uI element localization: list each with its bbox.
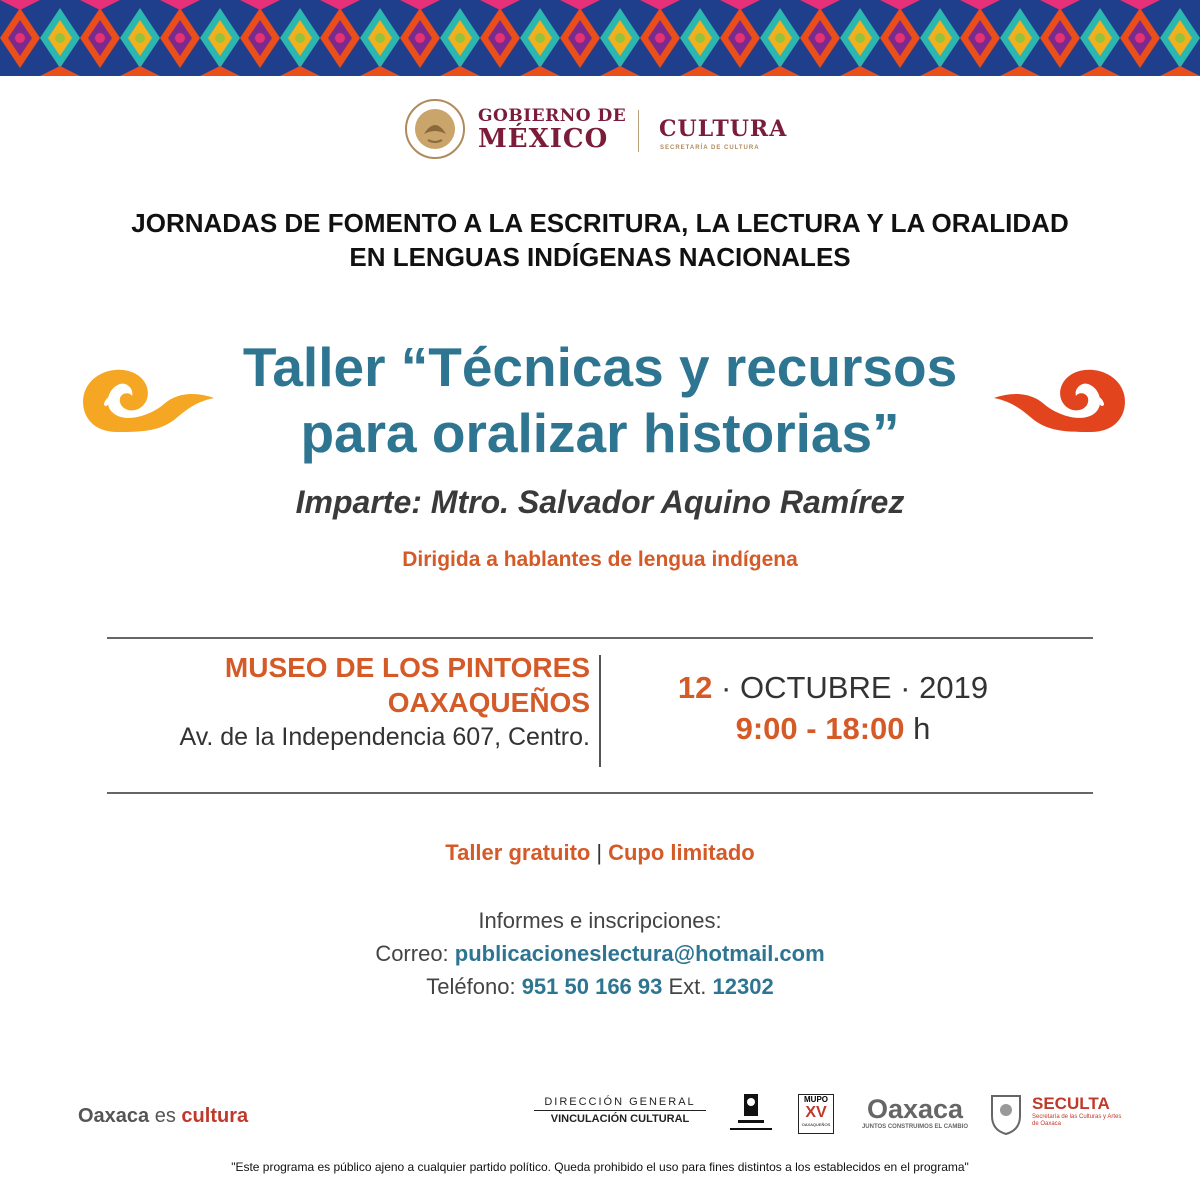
limited-label: Cupo limitado (608, 840, 755, 865)
date-sep1: · (712, 670, 740, 705)
gov-line2: MÉXICO (478, 124, 609, 154)
time-start: 9:00 (735, 711, 798, 746)
program-line2: EN LENGUAS INDÍGENAS NACIONALES (349, 242, 851, 272)
oaxaca-slogan (78, 1105, 248, 1128)
program-heading (0, 206, 1200, 274)
time-end: 18:00 (825, 711, 905, 746)
venue-block (110, 650, 590, 754)
mupo-top: MUPO (804, 1095, 828, 1104)
oaxaca-coat-of-arms-icon (986, 1090, 1026, 1136)
contact-phone-row (0, 970, 1200, 1003)
audience: Dirigida a hablantes de lengua indígena (402, 548, 798, 571)
mupo-mark: XV (805, 1104, 827, 1121)
gov-line1: GOBIERNO DE (478, 106, 627, 126)
event-time (610, 708, 1056, 750)
venue-name-line2: OAXAQUEÑOS (387, 687, 590, 718)
oaxaca-logo-text: Oaxaca (866, 1094, 964, 1124)
mupo-logo (798, 1094, 834, 1134)
phone-label: Teléfono: (426, 974, 522, 999)
decorative-pattern-banner (0, 0, 1200, 76)
museum-emblem-icon (726, 1090, 776, 1138)
free-label: Taller gratuito (445, 840, 591, 865)
workshop-notes (0, 840, 1200, 866)
mupo-bottom: OAXAQUEÑOS (801, 1122, 831, 1127)
phone-number: 951 50 166 93 (521, 974, 663, 999)
date-year: 2019 (919, 670, 989, 705)
culture-sublabel: SECRETARÍA DE CULTURA (660, 145, 760, 151)
notes-separator: | (596, 840, 603, 865)
ext-label: Ext. (662, 974, 713, 999)
culture-label: CULTURA (659, 116, 788, 142)
email-label: Correo: (375, 941, 455, 966)
pattern-graphic (0, 0, 1200, 76)
title-line2: para oralizar historias” (300, 402, 900, 464)
title-line1: Taller “Técnicas y recursos (242, 336, 958, 398)
dg-line1: DIRECCIÓN GENERAL (534, 1096, 706, 1111)
program-line1: JORNADAS DE FOMENTO A LA ESCRITURA, LA LECTURA Y LA ORALIDAD (131, 208, 1069, 238)
seculta-logo (1032, 1094, 1124, 1128)
ext-number: 12302 (712, 974, 774, 999)
email-link[interactable]: publicacioneslectura@hotmail.com (454, 941, 825, 966)
venue-name-line1: MUSEO DE LOS PINTORES (224, 652, 590, 683)
slogan-part-b: es (149, 1105, 182, 1127)
government-culture-logo (400, 96, 820, 166)
schedule-block (610, 668, 1056, 750)
workshop-title (0, 334, 1200, 466)
vertical-divider (599, 655, 601, 767)
seculta-text: SECULTA (1032, 1094, 1110, 1113)
instructor: Imparte: Mtro. Salvador Aquino Ramírez (295, 484, 905, 520)
logo-divider (638, 110, 639, 152)
seculta-sub: Secretaría de las Culturas y Artes de Oaxaca (1032, 1114, 1122, 1127)
event-date (610, 668, 1056, 708)
bottom-divider (107, 792, 1093, 794)
top-divider (107, 637, 1093, 639)
mexico-seal-icon (404, 98, 466, 160)
date-month: OCTUBRE (739, 670, 892, 705)
slogan-part-c: cultura (181, 1105, 249, 1127)
dg-vinculacion-logo (534, 1096, 706, 1125)
venue-address: Av. de la Independencia 607, Centro. (179, 723, 590, 751)
legal-disclaimer: "Este programa es público ajeno a cualquier partido político. Queda prohibido el uso para fines distintos a los establecidos en el programa" (231, 1160, 969, 1174)
time-dash: - (797, 711, 826, 746)
time-unit: h (904, 711, 931, 746)
date-day: 12 (677, 670, 713, 705)
oaxaca-government-logo (856, 1094, 974, 1130)
contact-info (0, 904, 1200, 1003)
contact-heading: Informes e inscripciones: (478, 908, 722, 933)
date-sep2: · (891, 670, 920, 705)
dg-line2: VINCULACIÓN CULTURAL (550, 1113, 690, 1125)
contact-email-row (0, 937, 1200, 970)
oaxaca-tagline: JUNTOS CONSTRUIMOS EL CAMBIO (861, 1124, 969, 1130)
slogan-part-a: Oaxaca (78, 1105, 150, 1127)
sponsor-logos (530, 1090, 1130, 1140)
